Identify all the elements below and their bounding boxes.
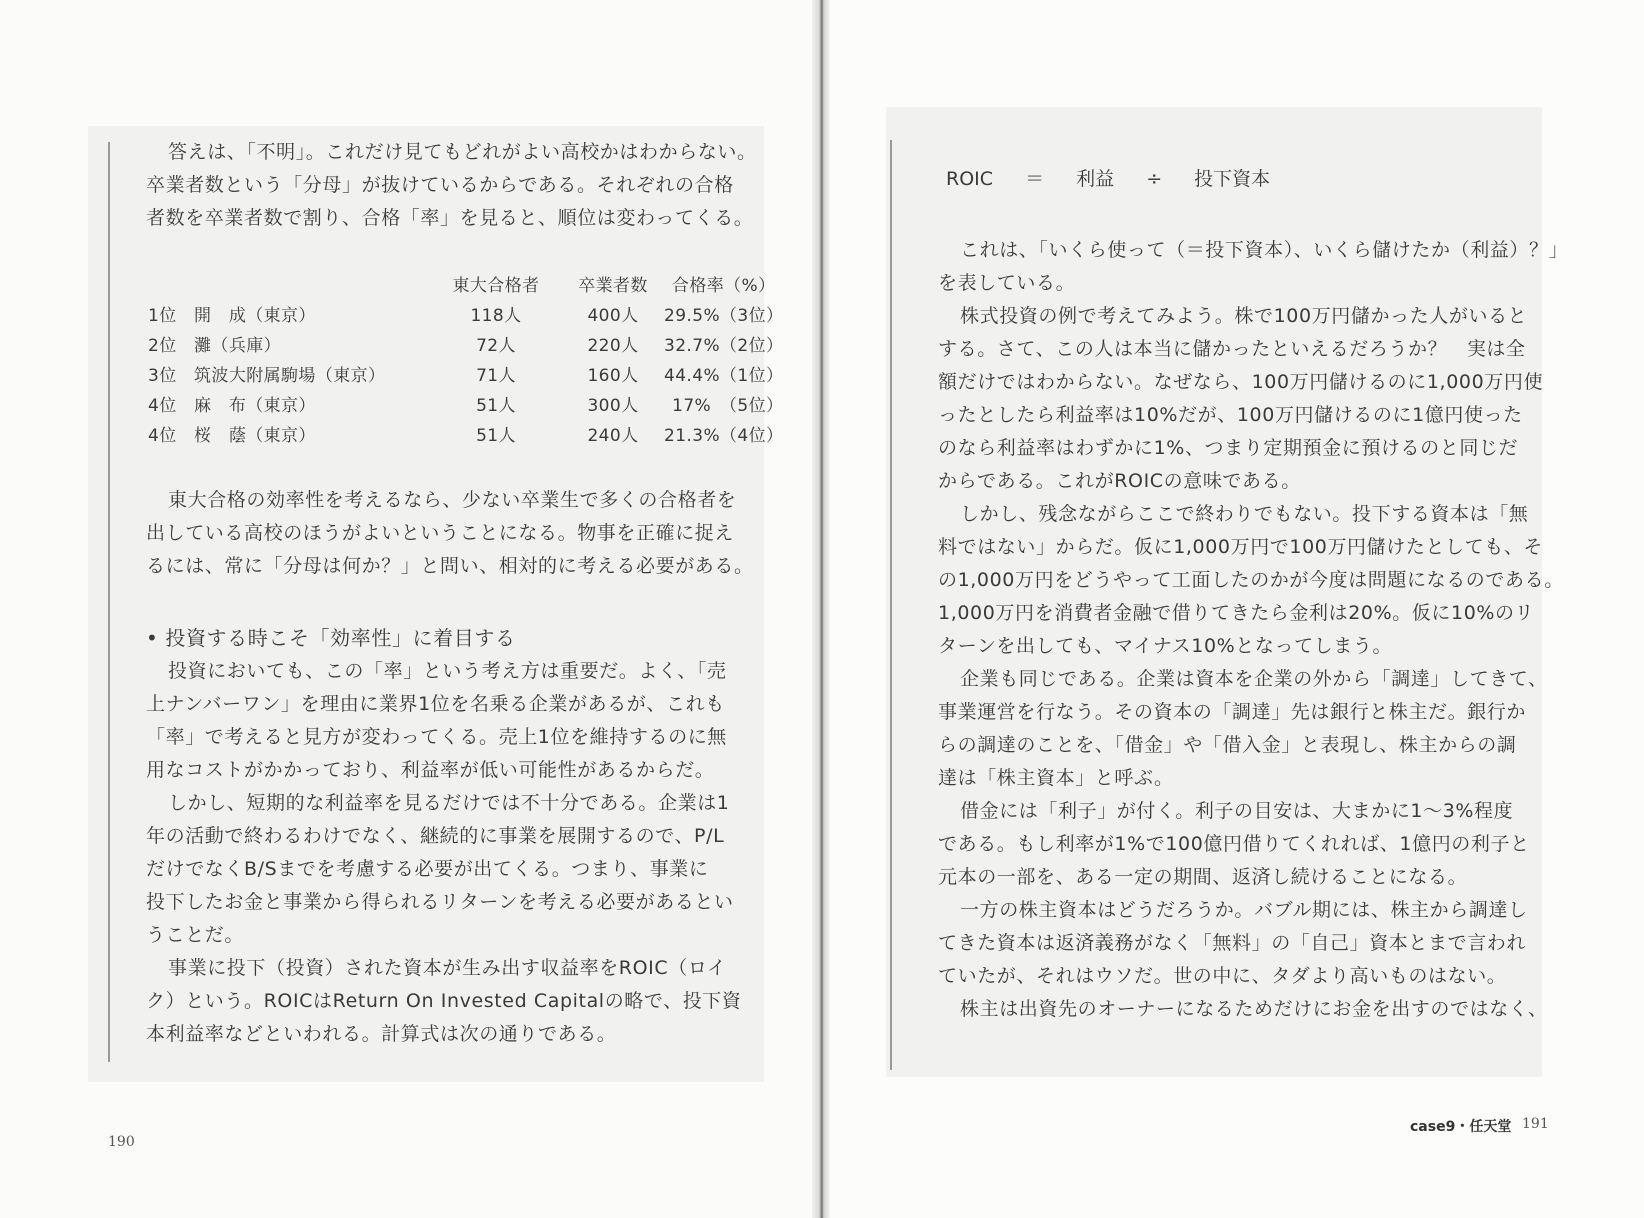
left-efficiency-paragraph	[146, 484, 754, 583]
text-line: ターンを出しても、マイナス10%となってしまう。	[938, 635, 1393, 657]
col-header-pass: 東大合格者	[452, 275, 540, 296]
text-line: 事業運営を行なう。その資本の「調達」先は銀行と株主だ。銀行か	[938, 701, 1527, 723]
text-line: 企業も同じである。企業は資本を企業の外から「調達」してきて、	[960, 668, 1548, 690]
text-line: 投資においても、この「率」という考え方は重要だ。よく、「売	[168, 660, 727, 682]
table-row	[148, 418, 783, 448]
text-line: 者数を卒業者数で割り、合格「率」を見ると、順位は変わってくる。	[146, 207, 754, 229]
text-line: ていたが、それはウソだ。世の中に、タダより高いものはない。	[938, 965, 1507, 987]
formula-operator: ÷	[1146, 168, 1163, 190]
rate-cell: 32.7%（2位）	[664, 335, 784, 356]
text-line: ったとしたら利益率は10%だが、100万円儲けるのに1億円使った	[938, 404, 1523, 426]
left-section-body	[146, 622, 742, 1051]
text-line: 本利益率などといわれる。計算式は次の通りである。	[146, 1023, 617, 1045]
rank-cell: 4位	[148, 395, 177, 416]
pass-cell: 51人	[476, 425, 516, 446]
pass-cell: 72人	[476, 335, 516, 356]
left-page-number: 190	[108, 1134, 135, 1150]
text-line: のなら利益率はわずかに1%、つまり定期預金に預けるのと同じだ	[938, 437, 1519, 459]
text-line: しかし、短期的な利益率を見るだけでは不十分である。企業は1	[168, 792, 730, 814]
text-line: を表している。	[938, 272, 1076, 294]
grads-cell: 220人	[587, 335, 639, 356]
col-header-grads: 卒業者数	[578, 275, 648, 296]
text-line: 上ナンバーワン」を理由に業界1位を名乗る企業があるが、これも	[146, 693, 725, 715]
grads-cell: 240人	[587, 425, 639, 446]
pass-cell: 118人	[470, 305, 522, 326]
rate-cell: 44.4%（1位）	[664, 365, 784, 386]
text-line: 達は「株主資本」と呼ぶ。	[938, 767, 1174, 789]
right-page-number: 191	[1522, 1116, 1549, 1132]
formula-term: 投下資本	[1194, 168, 1271, 190]
text-line: 答えは、「不明」。これだけ見てもどれがよい高校かはわからない。	[168, 141, 757, 163]
pass-cell: 51人	[476, 395, 516, 416]
col-header-rate: 合格率（%）	[671, 275, 776, 296]
formula-operator: ＝	[1025, 168, 1045, 190]
text-line: 卒業者数という「分母」が抜けているからである。それぞれの合格	[146, 174, 734, 196]
text-line: 株式投資の例で考えてみよう。株で100万円儲かった人がいると	[960, 305, 1528, 327]
table-row	[148, 298, 783, 328]
chapter-label: case9・任天堂	[1410, 1119, 1512, 1135]
ranking-table	[148, 268, 783, 448]
rank-cell: 1位	[148, 305, 177, 326]
rate-cell: 29.5%（3位）	[664, 305, 784, 326]
rank-cell: 2位	[148, 335, 177, 356]
text-line: これは、「いくら使って（＝投下資本）、いくら儲けたか（利益）？」	[960, 239, 1569, 261]
grads-cell: 300人	[587, 395, 639, 416]
text-line: 元本の一部を、ある一定の期間、返済し続けることになる。	[938, 866, 1468, 888]
text-line: の1,000万円をどうやって工面したのかが今度は問題になるのである。	[938, 569, 1564, 591]
book-gutter	[812, 0, 830, 1218]
text-line: 年の活動で終わるわけでなく、継続的に事業を展開するので、P/L	[146, 825, 725, 847]
table-row	[148, 358, 783, 388]
text-line: 出している高校のほうがよいということになる。物事を正確に捉え	[146, 522, 735, 544]
table-header-row	[148, 268, 783, 298]
school-cell: 開 成（東京）	[194, 305, 316, 326]
text-line: 「率」で考えると見方が変わってくる。売上1位を維持するのに無	[146, 726, 727, 748]
text-line: 投下したお金と事業から得られるリターンを考える必要があるとい	[146, 891, 734, 913]
rank-cell: 3位	[148, 365, 177, 386]
table-row	[148, 328, 783, 358]
school-cell: 灘（兵庫）	[194, 335, 282, 356]
right-margin-rule	[890, 140, 892, 1070]
right-body-text	[938, 234, 1568, 1026]
text-line: 事業に投下（投資）された資本が生み出す収益率をROIC（ロイ	[168, 957, 727, 979]
table-row	[148, 388, 783, 418]
text-line: 株主は出資先のオーナーになるためだけにお金を出すのではなく、	[960, 998, 1548, 1020]
text-line: 1,000万円を消費者金融で借りてきたら金利は20%。仮に10%のリ	[938, 602, 1535, 624]
text-line: ク）という。ROICはReturn On Invested Capitalの略で、投下資	[146, 990, 742, 1012]
left-margin-rule	[108, 142, 110, 1062]
text-line: 東大合格の効率性を考えるなら、少ない卒業生で多くの合格者を	[168, 489, 737, 511]
left-intro-paragraph	[146, 136, 757, 235]
rate-cell: 17% （5位）	[672, 395, 784, 416]
formula-term: ROIC	[946, 168, 994, 190]
text-line: 一方の株主資本はどうだろうか。バブル期には、株主から調達し	[960, 899, 1528, 921]
text-line: しかし、残念ながらここで終わりでもない。投下する資本は「無	[960, 503, 1529, 525]
grads-cell: 160人	[587, 365, 639, 386]
roic-formula	[946, 164, 1296, 191]
text-line: 用なコストがかかっており、利益率が低い可能性があるからだ。	[146, 759, 715, 781]
grads-cell: 400人	[587, 305, 639, 326]
rank-cell: 4位	[148, 425, 177, 446]
text-line: だけでなくB/Sまでを考慮する必要が出てくる。つまり、事業に	[146, 858, 709, 880]
school-cell: 麻 布（東京）	[194, 395, 316, 416]
text-line: るには、常に「分母は何か？」と問い、相対的に考える必要がある。	[146, 555, 754, 577]
text-line: する。さて、この人は本当に儲かったといえるだろうか？ 実は全	[938, 338, 1526, 360]
text-line: である。もし利率が1%で100億円借りてくれれば、1億円の利子と	[938, 833, 1530, 855]
text-line: 借金には「利子」が付く。利子の目安は、大まかに1〜3%程度	[960, 800, 1514, 822]
text-line: 料ではない」からだ。仮に1,000万円で100万円儲けたとしても、そ	[938, 536, 1544, 558]
school-cell: 桜 蔭（東京）	[194, 425, 316, 446]
text-line: らの調達のことを、「借金」や「借入金」と表現し、株主からの調	[938, 734, 1517, 756]
text-line: からである。これがROICの意味である。	[938, 470, 1301, 492]
pass-cell: 71人	[476, 365, 516, 386]
formula-term: 利益	[1076, 168, 1115, 190]
text-line: 額だけではわからない。なぜなら、100万円儲けるのに1,000万円使	[938, 371, 1544, 393]
section-heading: • 投資する時こそ「効率性」に着目する	[146, 626, 516, 650]
text-line: てきた資本は返済義務がなく「無料」の「自己」資本とまで言われ	[938, 932, 1527, 954]
rate-cell: 21.3%（4位）	[664, 425, 784, 446]
school-cell: 筑波大附属駒場（東京）	[194, 365, 386, 386]
text-line: うことだ。	[146, 924, 245, 946]
